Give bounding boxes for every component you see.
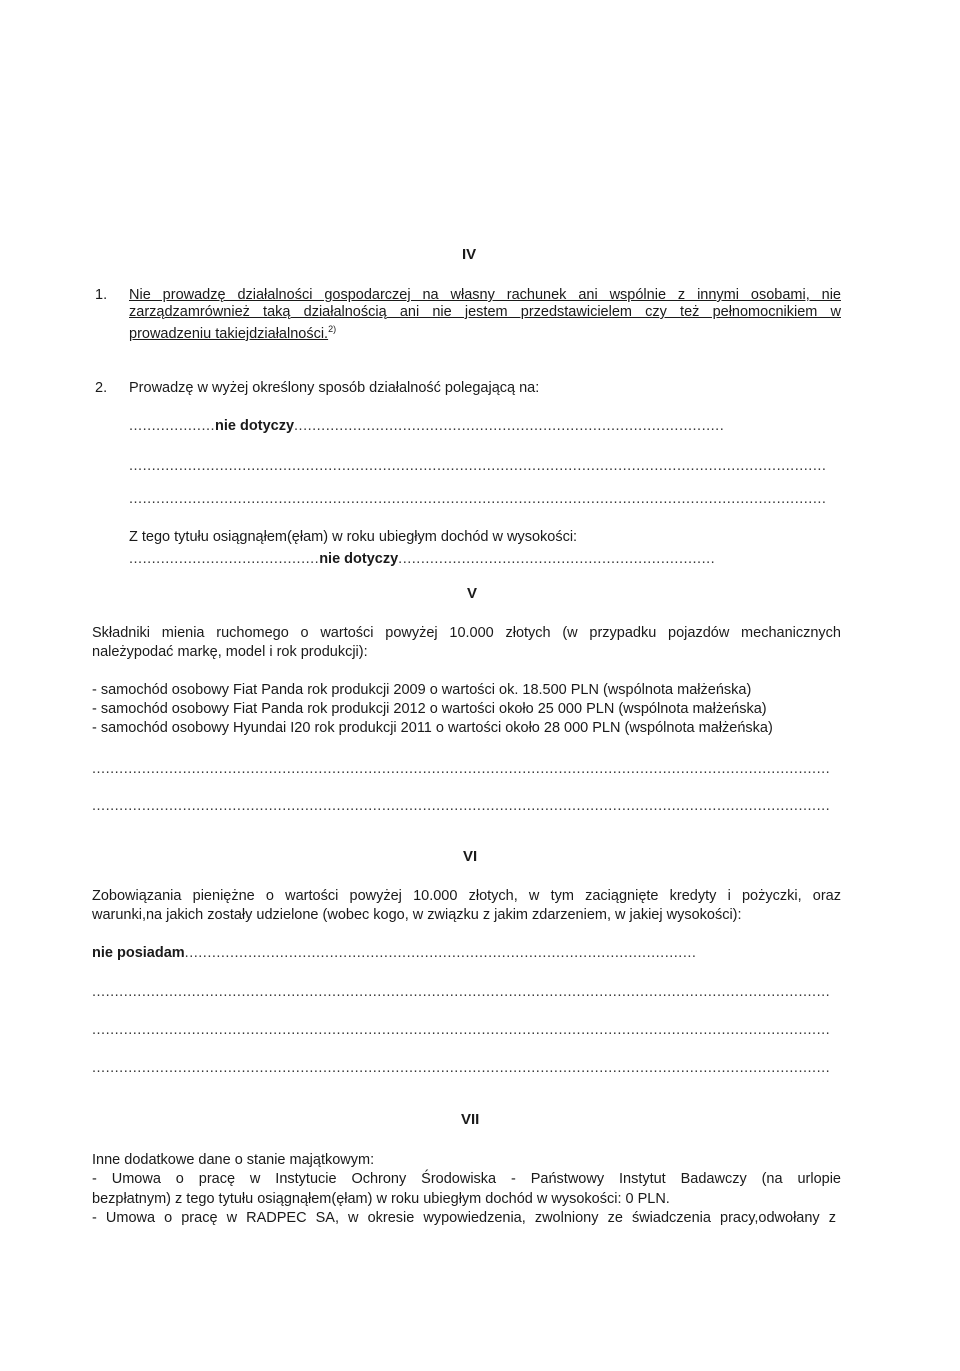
- item2-number: 2.: [95, 380, 108, 396]
- income-answer-line: [129, 550, 716, 568]
- section-v-intro-1: Składniki mienia ruchomego o wartości powyżej 10.000 złotych (w przypadku pojazdów mechanicznych: [92, 625, 841, 641]
- income-suffix: ......................................................................: [398, 551, 716, 567]
- section-vii-heading: VII: [461, 1111, 480, 1128]
- section-vi-answer-line: [92, 944, 747, 962]
- item1-line-1: Nie prowadzę działalności gospodarczej na własny rachunek ani wspólnie z innymi osobami, nie: [129, 287, 841, 303]
- section-vi-answer: nie posiadam: [92, 945, 185, 961]
- item2-answer-line: [129, 417, 725, 435]
- item1-number: 1.: [95, 287, 108, 303]
- item1-line-3-wrap: [129, 320, 336, 343]
- income-answer: nie dotyczy: [319, 551, 399, 567]
- blank-line: ..........................................................................................................................................................: [129, 491, 827, 507]
- section-vi-intro-1: Zobowiązania pieniężne o wartości powyżej 10.000 złotych, w tym zaciągnięte kredyty i pożyczki, oraz: [92, 888, 841, 904]
- blank-line: ...................................................................................................................................................................: [92, 1022, 831, 1038]
- section-vi-answer-suffix: .................................................................................................................: [184, 945, 697, 961]
- vehicle-item-2: - samochód osobowy Fiat Panda rok produkcji 2012 o wartości około 25 000 PLN (wspólnota małżeńska): [92, 701, 767, 717]
- section-vii-line-2: - Umowa o pracę w Instytucie Ochrony Środowiska - Państwowy Instytut Badawczy (na urlopie: [92, 1171, 841, 1187]
- section-vi-heading: VI: [463, 848, 478, 865]
- income-prefix: ..........................................: [129, 551, 320, 567]
- blank-line: ..........................................................................................................................................................: [129, 458, 827, 474]
- blank-line: ...................................................................................................................................................................: [92, 798, 831, 814]
- blank-line: ...................................................................................................................................................................: [92, 1060, 831, 1076]
- section-v-heading: V: [467, 585, 478, 602]
- item1-footnote: 2): [328, 324, 337, 334]
- blank-line: ...................................................................................................................................................................: [92, 984, 831, 1000]
- section-v-intro-2: należypodać markę, model i rok produkcji):: [92, 644, 368, 660]
- vehicle-item-1: - samochód osobowy Fiat Panda rok produkcji 2009 o wartości ok. 18.500 PLN (wspólnota małżeńska): [92, 682, 752, 698]
- blank-line: ...................................................................................................................................................................: [92, 761, 831, 777]
- section-vi-intro-2: warunki,na jakich zostały udzielone (wobec kogo, w związku z jakim zdarzeniem, w jakiej wysokości):: [92, 907, 742, 923]
- item2-answer-suffix: ...............................................................................................: [294, 418, 725, 434]
- item1-line-2: zarządzamrównież taką działalnością ani nie jestem przedstawicielem czy też pełnomocnikiem w: [129, 304, 841, 320]
- item2-answer-prefix: ...................: [129, 418, 216, 434]
- section-iv-heading: IV: [462, 246, 477, 263]
- income-text: Z tego tytułu osiągnąłem(ęłam) w roku ubiegłym dochód w wysokości:: [129, 529, 578, 545]
- section-vii-line-3: bezpłatnym) z tego tytułu osiągnąłem(ęłam) w roku ubiegłym dochód w wysokości: 0 PLN.: [92, 1191, 670, 1207]
- section-vii-line-4: - Umowa o pracę w RADPEC SA, w okresie wypowiedzenia, zwolniony ze świadczenia pracy,odwołany z: [92, 1210, 836, 1226]
- section-vii-line-1: Inne dodatkowe dane o stanie majątkowym:: [92, 1152, 375, 1168]
- item1-line-3: prowadzeniu takiejdziałalności.: [129, 325, 329, 342]
- item2-answer: nie dotyczy: [215, 418, 295, 434]
- item2-text: Prowadzę w wyżej określony sposób działalność polegającą na:: [129, 380, 540, 396]
- vehicle-item-3: - samochód osobowy Hyundai I20 rok produkcji 2011 o wartości około 28 000 PLN (wspólnota małżeńska): [92, 720, 773, 736]
